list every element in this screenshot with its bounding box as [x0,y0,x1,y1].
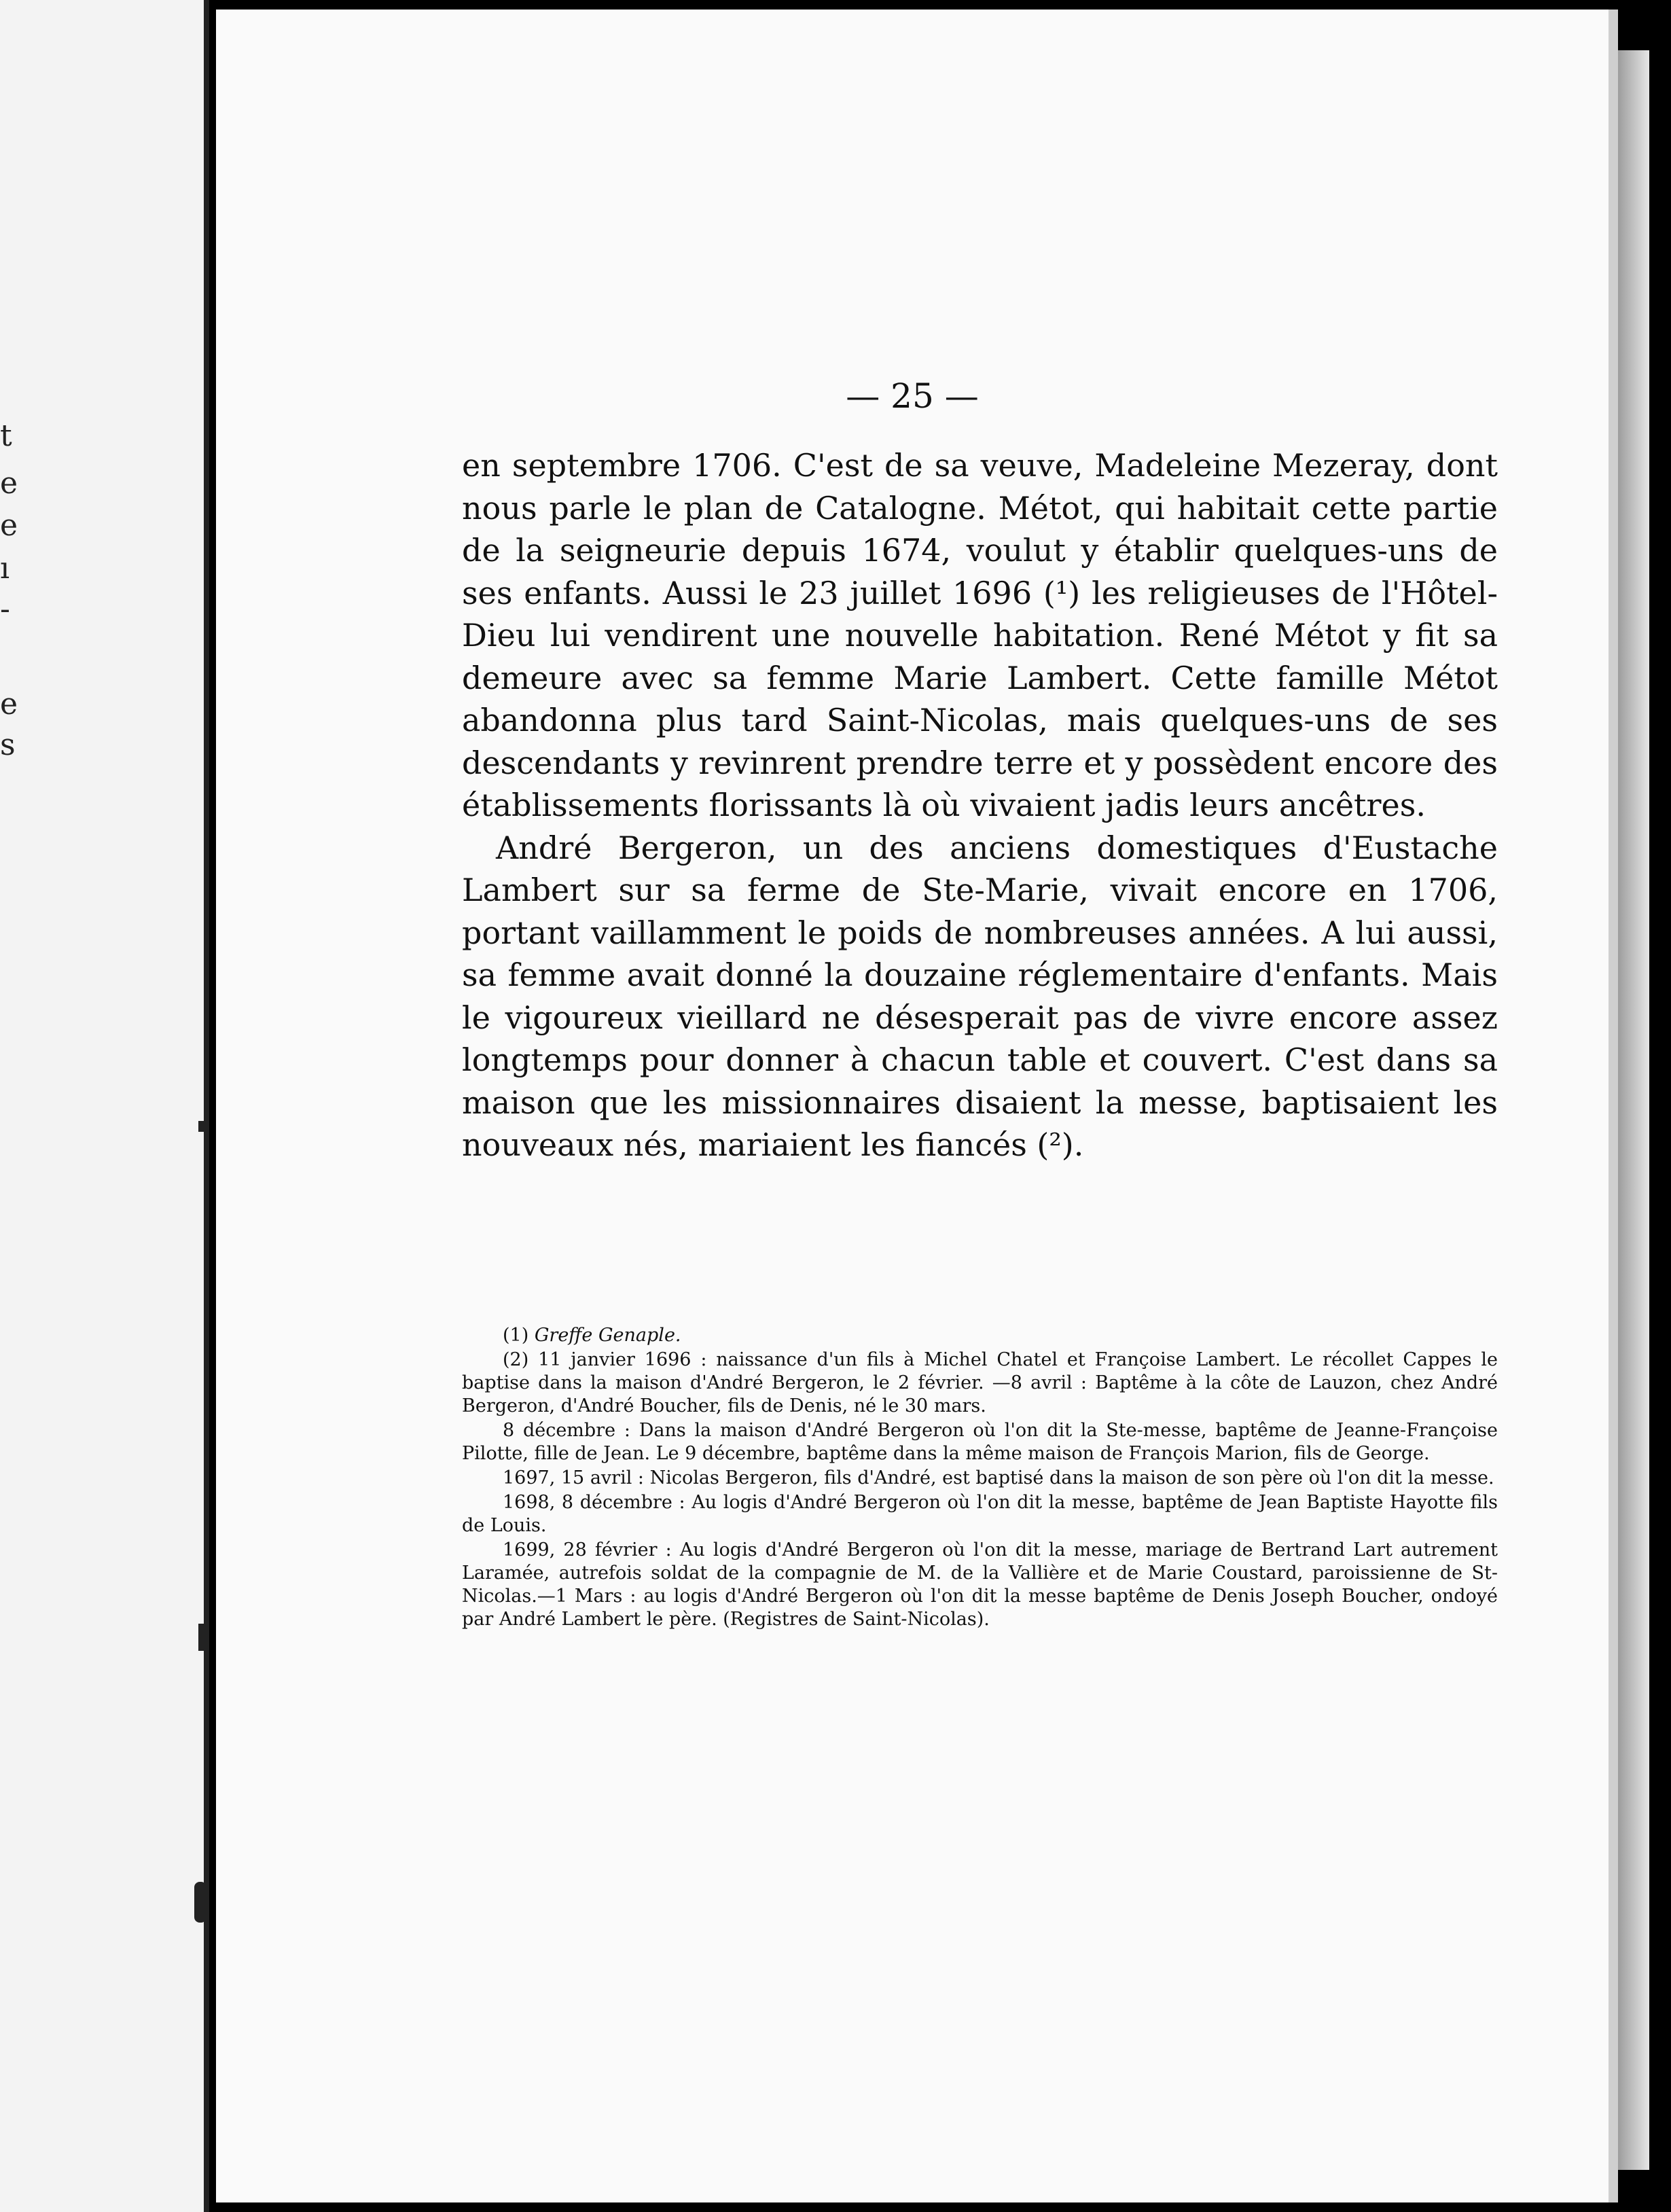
footnote-2-entry: 1697, 15 avril : Nicolas Bergeron, fils d'André, est baptisé dans la maison de son père où l'on dit la messe. [503,1467,1494,1488]
ink-speck [198,1121,204,1132]
footnote-1 [462,1324,1498,1347]
footnote-2-entry: 8 décembre : Dans la maison d'André Bergeron où l'on dit la Ste-messe, baptême de Jeanne-Françoise Pilotte, fille de Jean. Le 9 décembre, baptême dans la même maison de François Marion, fils de George. [462,1420,1498,1464]
adjacent-page-fragment: e [0,687,18,721]
paragraph: André Bergeron, un des anciens domestiques d'Eustache Lambert sur sa ferme de Ste-Marie, vivait encore en 1706, portant vaillamment le poids de nombreuses années. A lui aussi, sa femme avait donné la douzaine réglementaire d'enfants. Mais le vigoureux vieillard ne désesperait pas de vivre encore assez longtemps pour donner à chacun table et couvert. C'est dans sa maison que les missionnaires disaient la messe, baptisaient les nouveaux nés, mariaient les fiancés (²). [462,829,1498,1163]
footnote-source: Greffe Genaple. [534,1325,681,1346]
footnote-2-entry: 1699, 28 février : Au logis d'André Bergeron où l'on dit la messe, mariage de Bertrand Lart autrement Laramée, autrefois soldat de la compagnie de M. de la Vallière et de Marie Coustard, paroissienne de St-Nicolas.—1 Mars : au logis d'André Bergeron où l'on dit la messe baptême de Denis Joseph Boucher, ondoyé par André Lambert le père. (Registres de Saint-Nicolas). [462,1539,1498,1630]
adjacent-page-fragment: e [0,508,18,543]
footnote-marker: (1) [503,1325,529,1346]
main-text [462,444,1498,1166]
paragraph: en septembre 1706. C'est de sa veuve, Madeleine Mezeray, dont nous parle le plan de Catalogne. Métot, qui habitait cette partie de la seigneurie depuis 1674, voulut y établir quelques-uns de ses enfants. Aussi le 23 juillet 1696 (¹) les religieuses de l'Hôtel-Dieu lui vendirent une nouvelle habitation. René Métot y fit sa demeure avec sa femme Marie Lambert. Cette famille Métot abandonna plus tard Saint-Nicolas, mais quelques-uns de ses descendants y revinrent prendre terre et y possèdent encore des établissements florissants là où vivaient jadis leurs ancêtres. [462,447,1498,823]
footnotes [462,1324,1498,1633]
page-number: — 25 — [846,376,979,416]
adjacent-page-fragment: e [0,466,18,501]
adjacent-page-fragment: s [0,728,16,762]
ink-speck [198,1624,204,1651]
footnote-2-entry: 1698, 8 décembre : Au logis d'André Bergeron où l'on dit la messe, baptême de Jean Baptiste Hayotte fils de Louis. [462,1492,1498,1536]
adjacent-page-fragment: - [0,592,10,626]
adjacent-page-fragment: t [0,418,12,453]
footnote-2: (2) 11 janvier 1696 : naissance d'un fils à Michel Chatel et Françoise Lambert. Le récollet Cappes le baptise dans la maison d'André Bergeron, le 2 février. —8 avril : Baptême à la côte de Lauzon, chez André Bergeron, d'André Boucher, fils de Denis, né le 30 mars. [462,1349,1498,1416]
adjacent-page-edge [0,0,209,2212]
adjacent-page-fragment: ı [0,551,10,586]
ink-speck [194,1882,206,1923]
book-page [216,10,1618,2202]
